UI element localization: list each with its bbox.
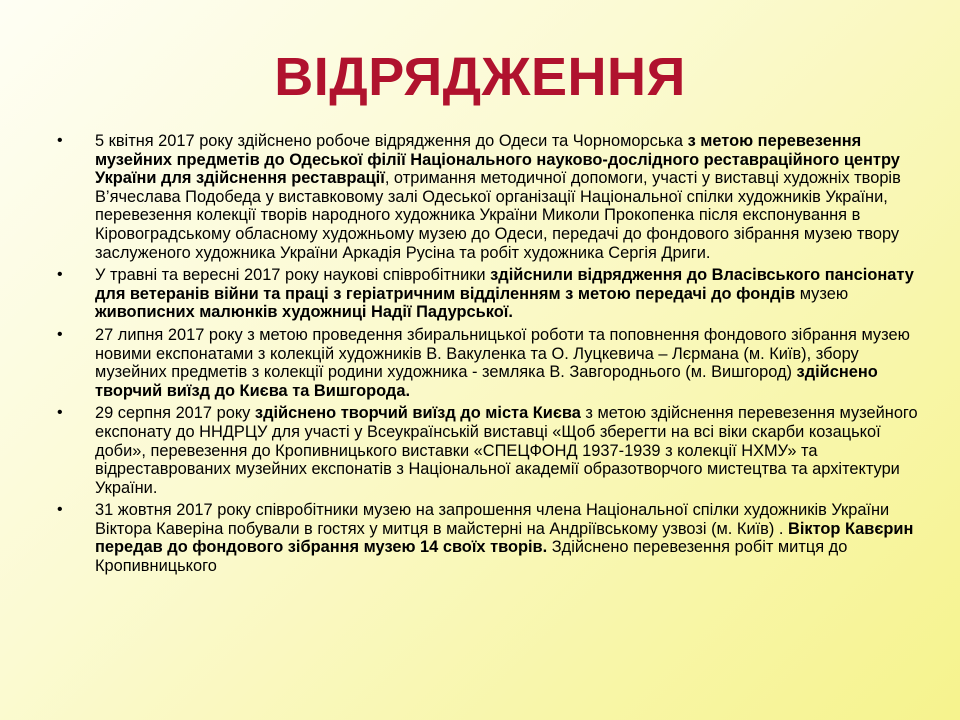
text-segment: музею xyxy=(795,284,849,303)
bold-text-segment: живописних малюнків художниці Надії Падурської. xyxy=(95,303,513,322)
bullet-icon: • xyxy=(57,325,63,343)
bullet-icon: • xyxy=(57,266,63,284)
bullet-text xyxy=(95,266,914,321)
slide-content xyxy=(0,132,960,580)
bullet-text xyxy=(95,326,910,400)
bold-text-segment: з метою перевезення музейних предметів до Одеської філії Національного науково-дослідного реставраційного центру України для здійснення реставрації xyxy=(95,132,900,188)
text-segment: 5 квітня 2017 року здійснено робоче відрядження до Одеси та Чорноморська xyxy=(95,132,688,150)
text-segment: з метою здійснення перевезення музейного експонату до ННДРЦУ для участі у Всеукраїнській виставці «Щоб зберегти на всі віки скарби козацької доби», перевезення до Кропивницького виставки «СПЕЦФОНД 1937-1939 з колекції НХМУ» та відреставрованих музейних експонатів з Національної академії образотворчого мистецтва та архітектури України. xyxy=(95,404,918,497)
bullet-item xyxy=(0,404,960,497)
text-segment: 31 жовтня 2017 року співробітники музею на запрошення члена Національної спілки художників України Віктора Каверіна побували в гостях у митця в майстерні на Андріївському узвозі (м. Київ) . xyxy=(95,501,890,538)
bullet-icon: • xyxy=(57,404,63,422)
bullet-item xyxy=(0,266,960,322)
bold-text-segment: Віктор Кавєрин передав до фондового зібрання музею 14 своїх творів. xyxy=(95,519,914,557)
slide-title: ВІДРЯДЖЕННЯ xyxy=(274,47,686,107)
bold-text-segment: здійснено творчий виїзд до міста Києва xyxy=(254,404,581,423)
bullet-text xyxy=(95,501,913,575)
bullet-text xyxy=(95,132,901,262)
bullet-icon: • xyxy=(57,132,63,149)
bold-text-segment: здійснено творчий виїзд до Києва та Вишгорода. xyxy=(95,363,878,400)
bullet-item xyxy=(0,326,960,400)
bullet-item xyxy=(0,501,960,575)
bullet-item xyxy=(0,132,960,262)
text-segment: 27 липня 2017 року з метою проведення збиральницької роботи та поповнення фондового зібрання музею новими експонатами з колекцій художників В. Вакуленка та О. Луцкевича – Лєрмана (м. Київ), збору музейних предметів з колекції родини художника - земляка В. Завгороднього (м. Вишгород) xyxy=(95,325,910,382)
text-segment: 29 серпня 2017 року xyxy=(95,404,255,423)
bullet-text xyxy=(95,404,918,496)
text-segment: Здійснено перевезення робіт митця до Кропивницького xyxy=(95,538,848,576)
text-segment: У травні та вересні 2017 року наукові співробітники xyxy=(95,266,491,285)
text-segment: , отримання методичної допомоги, участі у виставці художніх творів В’ячеслава Подобеда у виставковому залі Одеської організації Національної спілки художників України, перевезення колекції творів народного художника України Миколи Прокопенка після експонування в Кіровоградському обласному художньому музею до Одеси, передачі до фондового зібрання музею твору заслуженого художника України Аркадія Русіна та робіт художника Сергія Дриги. xyxy=(95,169,901,262)
bullet-list xyxy=(0,132,960,576)
bullet-icon: • xyxy=(57,501,63,519)
bold-text-segment: здійснили відрядження до Власівського пансіонату для ветеранів війни та праці з геріатричним відділенням з метою передачі до фондів xyxy=(95,266,914,303)
